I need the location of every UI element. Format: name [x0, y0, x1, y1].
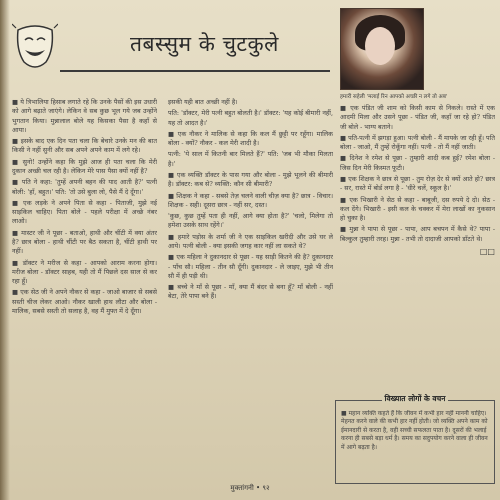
- text-column-2: [168, 98, 333, 470]
- joke-paragraph: ■ एक लड़के ने अपने पिता से कहा - पिताजी, मुझे नई साइकिल चाहिए। पिता बोले - पहले परीक्षा में अच्छे नंबर लाओ।: [12, 198, 157, 226]
- joke-paragraph: पति: 'डॉक्टर, मेरी पत्नी बहुत बोलती है।' डॉक्टर: 'यह कोई बीमारी नहीं, यह तो आदत है।': [168, 109, 333, 127]
- joke-paragraph: ■ डॉक्टर ने मरीज से कहा - आपको आराम करना होगा। मरीज बोला - डॉक्टर साहब, यही तो मैं पिछले दस साल से कर रहा हूँ।: [12, 258, 157, 286]
- quotes-box: [335, 394, 495, 484]
- page-title: तबस्सुम के चुटकुले: [130, 32, 279, 56]
- joke-paragraph: ■ एक पंडित जी शाम को किसी काम से निकले। रास्ते में एक आदमी मिला और उसने पूछा - पंडित जी, कहाँ जा रहे हो? पंडित जी बोले - भाग्य बताने।: [340, 104, 495, 131]
- end-mark: □□: [479, 246, 495, 256]
- page-footer: मुक्तांगनी • ९२: [230, 484, 270, 492]
- photo-face: [365, 27, 395, 65]
- joke-paragraph: ■ मुन्ना ने पापा से पूछा - पापा, आप बचपन में कैसे थे? पापा - बिल्कुल तुम्हारी तरह। मुन्ना - तभी तो दादाजी आपको डाँटते थे।: [340, 225, 495, 243]
- joke-paragraph: ■ मास्टर जी ने पूछा - बताओ, हाथी और चींटी में क्या अंतर है? छात्र बोला - हाथी चींटी पर बैठ सकता है, चींटी हाथी पर नहीं।: [12, 228, 157, 256]
- text-column-1: [12, 98, 157, 470]
- author-photo: [340, 8, 424, 90]
- joke-paragraph: ■ हमारे पड़ोस के शर्मा जी ने एक साइकिल खरीदी और उसे घर ले आये। पत्नी बोली - क्या इसकी जगह कार नहीं ला सकते थे?: [168, 232, 333, 250]
- page-gutter-shadow: [0, 0, 10, 500]
- joke-paragraph: ■ एक व्यक्ति डॉक्टर के पास गया और बोला - मुझे भूलने की बीमारी है। डॉक्टर: कब से? व्यक्ति: कौन सी बीमारी?: [168, 170, 333, 189]
- title-rule: [60, 70, 330, 72]
- joke-paragraph: इसकी यही बात अच्छी नहीं है।: [168, 98, 238, 106]
- quotes-box-text: ■ महान व्यक्ति कहते हैं कि जीवन में कभी हार नहीं माननी चाहिए। मेहनत करने वाले की कभी हार नहीं होती। जो व्यक्ति अपने काम को ईमानदारी से करता है, वही सच्ची सफलता पाता है। दूसरों की भलाई करना ही सबसे बड़ा धर्म है। समय का सदुपयोग करने वाला ही जीवन में आगे बढ़ता है।: [341, 410, 488, 451]
- quotes-box-title: [336, 394, 494, 404]
- comedy-mask-icon: [12, 22, 58, 74]
- joke-paragraph: ■ एक सेठ जी ने अपने नौकर से कहा - जाओ बाजार से सबसे सस्ती चीज लेकर आओ। नौकर खाली हाथ लौटा और बोला - मालिक, सबसे सस्ती तो सलाह है, वह मैं मुफ्त में दे दूँगा।: [12, 288, 157, 315]
- joke-paragraph: ■ एक भिखारी ने सेठ से कहा - बाबूजी, दस रुपये दे दो। सेठ - कल देंगे। भिखारी - इसी कल के चक्कर में मेरा लाखों का नुकसान हो चुका है।: [340, 195, 495, 223]
- quotes-box-title-label: विख्यात लोगों के वचन: [382, 394, 449, 403]
- joke-paragraph: ■ बच्चे ने माँ से पूछा - माँ, क्या मैं बंदर से बना हूँ? माँ बोली - नहीं बेटा, तेरे पापा बने हैं।: [168, 283, 333, 301]
- joke-paragraph: ■ एक महिला ने दुकानदार से पूछा - यह साड़ी कितने की है? दुकानदार - पाँच सौ। महिला - तीन सौ दूँगी। दुकानदार - ले जाइए, मुझे भी तीन सौ में ही पड़ी थी।: [168, 253, 333, 280]
- joke-paragraph: ■ पति-पत्नी में झगड़ा हुआ। पत्नी बोली - मैं मायके जा रही हूँ। पति बोला - जाओ, मैं तुम्हें रोकूँगा नहीं। पत्नी - तो मैं नहीं जाती।: [340, 133, 495, 152]
- text-column-3: [340, 104, 495, 374]
- joke-paragraph: ■ पति ने कहा: 'तुम्हें अपनी बहन की याद आती है?' पत्नी बोली: 'हाँ, बहुत।' पति: 'तो उसे बुला लो, पैसे मैं दे दूँगा।': [12, 178, 157, 196]
- joke-paragraph: ■ शिक्षक ने कहा - सबसे तेज़ चलने वाली चीज़ क्या है? छात्र - विचार। शिक्षक - सही। दूसरा छात्र - नहीं सर, दस्त।: [168, 191, 333, 209]
- joke-paragraph: 'कुछ, कुछ तुम्हें पता ही नहीं, आगे क्या होता है?' 'चलो, मिलेगा तो हमेशा उसके साथ रहेंगे।': [168, 212, 333, 230]
- photo-caption: हमारी सहेली 'मलाई रिन आपको अच्छी न लगे तो अब': [340, 94, 448, 100]
- joke-paragraph: पत्नी: 'ये साल में कितनी बार मिलते हैं?' पति: 'जब भी मौका मिलता है।': [168, 150, 333, 168]
- joke-paragraph: ■ दिनेश ने रमेश से पूछा - तुम्हारी शादी कब हुई? रमेश बोला - जिस दिन मेरी किस्मत फूटी।: [340, 154, 495, 172]
- joke-paragraph: ■ एक शिक्षक ने छात्र से पूछा - तुम रोज़ देर से क्यों आते हो? छात्र - सर, रास्ते में बोर्ड लगा है - 'धीरे चलें, स्कूल है।': [340, 174, 495, 193]
- joke-paragraph: ■ सुनो! उन्होंने कहा कि मुझे आज ही पता चला कि मेरी दुकान अच्छी चल रही है। लेकिन मेरे पास पैसा क्यों नहीं है?: [12, 157, 157, 175]
- joke-paragraph: ■ इसके बाद एक दिन पता चला कि बेचारे उनके मन की बात किसी ने नहीं सुनी और सब अपने अपने काम में लगे रहे।: [12, 137, 157, 155]
- joke-paragraph: ■ ये त्रिभालिया हिसाब लगाते रहे कि उनके पैसों की इस उधारी को आगे बढ़ाते जाएंगे। लेकिन वे सब कुछ भूल गये जब उन्होंने भुगतान किया। मुन्नालाल बोले यह किसका पैसा है कहाँ से आया।: [12, 98, 157, 134]
- joke-paragraph: ■ एक नौकर ने मालिक से कहा कि कल मैं छुट्टी पर रहूँगा। मालिक बोला - क्यों? नौकर - कल मेरी शादी है।: [168, 129, 333, 148]
